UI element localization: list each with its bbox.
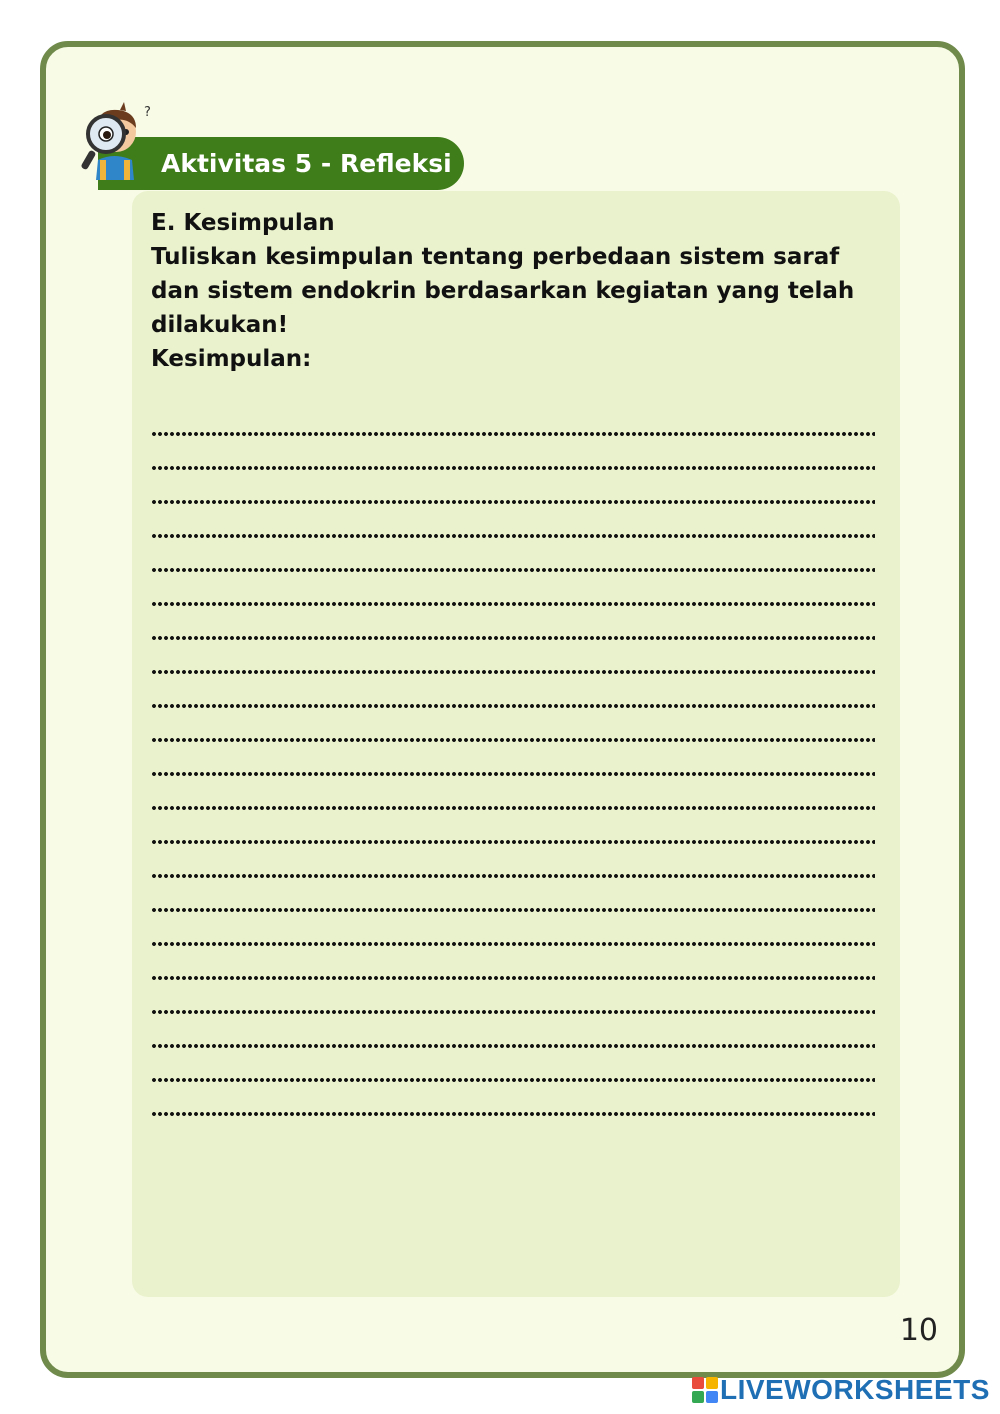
answer-line[interactable] xyxy=(151,418,875,452)
answer-line[interactable] xyxy=(151,928,875,962)
answer-line[interactable] xyxy=(151,1098,875,1132)
answer-line[interactable] xyxy=(151,588,875,622)
answer-line[interactable] xyxy=(151,724,875,758)
liveworksheets-logo-icon xyxy=(692,1377,718,1403)
answer-field[interactable] xyxy=(151,418,875,1132)
section-heading: E. Kesimpulan xyxy=(151,210,335,236)
brand-footer xyxy=(692,1374,990,1406)
answer-line[interactable] xyxy=(151,622,875,656)
answer-line[interactable] xyxy=(151,656,875,690)
brand-name: LIVEWORKSHEETS xyxy=(720,1374,990,1405)
answer-line[interactable] xyxy=(151,690,875,724)
answer-line[interactable] xyxy=(151,486,875,520)
answer-line[interactable] xyxy=(151,894,875,928)
question-block xyxy=(151,206,881,376)
answer-line[interactable] xyxy=(151,860,875,894)
answer-line[interactable] xyxy=(151,1064,875,1098)
magnifying-glass-kid-icon xyxy=(76,98,156,180)
answer-line[interactable] xyxy=(151,826,875,860)
answer-line[interactable] xyxy=(151,452,875,486)
svg-text:?: ? xyxy=(144,105,151,120)
answer-line[interactable] xyxy=(151,1030,875,1064)
answer-line[interactable] xyxy=(151,554,875,588)
activity-title: Aktivitas 5 - Refleksi xyxy=(161,149,452,178)
answer-line[interactable] xyxy=(151,962,875,996)
instruction-text: Tuliskan kesimpulan tentang perbedaan sistem saraf dan sistem endokrin berdasarkan kegiatan yang telah dilakukan! xyxy=(151,244,855,338)
answer-line[interactable] xyxy=(151,520,875,554)
answer-line[interactable] xyxy=(151,792,875,826)
answer-label: Kesimpulan: xyxy=(151,346,312,372)
answer-line[interactable] xyxy=(151,996,875,1030)
page-number: 10 xyxy=(899,1313,938,1348)
answer-line[interactable] xyxy=(151,758,875,792)
